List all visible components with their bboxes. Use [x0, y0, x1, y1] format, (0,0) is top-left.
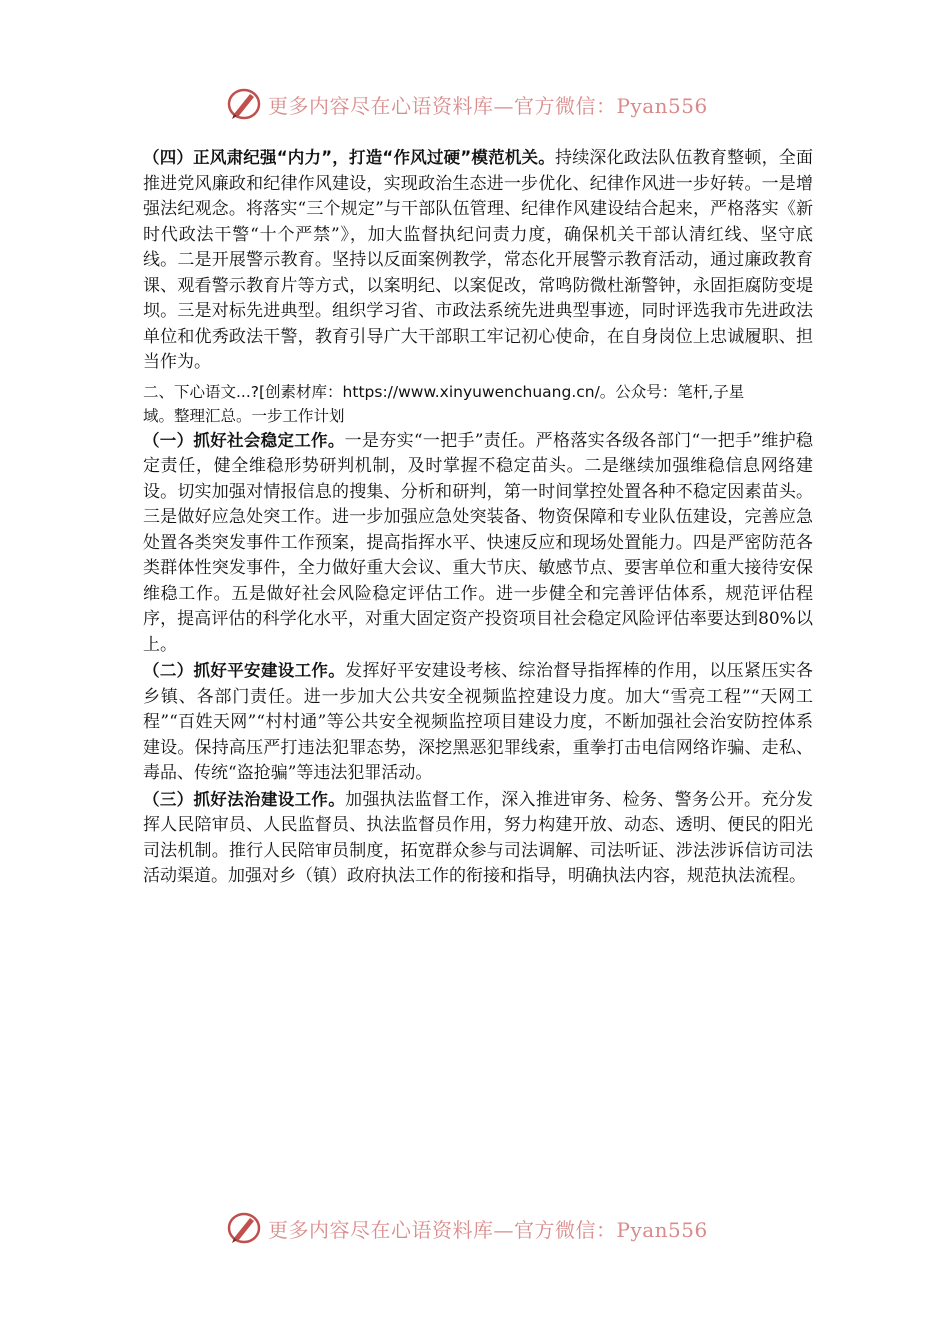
pen-logo-icon — [226, 1210, 262, 1246]
section-1-body: 一是夯实“一把手”责任。严格落实各级各部门“一把手”维护稳定责任，健全维稳形势研判机制，及时掌握不稳定苗头。二是继续加强维稳信息网络建设。切实加强对情报信息的搜集、分析和研判，第一时间掌控处置各种不稳定因素苗头。三是做好应急处突工作。进一步加强应急处突装备、物资保障和专业队伍建设，完善应急处置各类突发事件工作预案，提高指挥水平、快速反应和现场处置能力。四是严密防范各类群体性突发事件，全力做好重大会议、重大节庆、敏感节点、要害单位和重大接待安保维稳工作。五是做好社会风险稳定评估工作。进一步健全和完善评估体系，规范评估程序，提高评估的科学化水平，对重大固定资产投资项目社会稳定风险评估率要达到80%以上。 — [143, 430, 813, 655]
header-banner — [226, 84, 746, 124]
banner-text: 更多内容尽在心语资料库—官方微信：Pyan556 — [268, 1217, 708, 1242]
section-2-body: 发挥好平安建设考核、综治督导指挥棒的作用，以压紧压实各乡镇、各部门责任。进一步加大公共安全视频监控建设力度。加大“雪亮工程”“天网工程”“百姓天网”“村村通”等公共安全视频监控项目建设力度，不断加强社会治安防控体系建设。保持高压严打违法犯罪态势，深挖黑恶犯罪线索，重拳打击电信网络诈骗、走私、毒品、传统“盗抢骗”等违法犯罪活动。 — [143, 661, 814, 783]
section-1-heading: （一）抓好社会稳定工作。 — [143, 430, 345, 450]
part-2-heading-line1: 二、下心语文...?[创素材库：https://www.xinyuwenchuang.cn/。公众号：笔杆,子星 — [143, 382, 745, 401]
section-2-heading: （二）抓好平安建设工作。 — [143, 661, 346, 680]
section-3-heading: （三）抓好法治建设工作。 — [143, 789, 346, 809]
footer-banner — [226, 1208, 746, 1248]
paragraph-section-2 — [143, 658, 813, 787]
section-3-body: 加强执法监督工作，深入推进审务、检务、警务公开。充分发挥人民陪审员、人民监督员、执法监督员作用，努力构建开放、动态、透明、便民的阳光司法机制。推行人民陪审员制度，拓宽群众参与司法调解、司法听证、涉法涉诉信访司法活动渠道。加强对乡（镇）政府执法工作的衔接和指导，明确执法内容，规范执法流程。 — [143, 789, 814, 886]
part-2-heading-line2: 域。整理汇总。一步工作计划 — [143, 406, 345, 425]
section-4-body: 持续深化政法队伍教育整顿，全面推进党风廉政和纪律作风建设，实现政治生态进一步优化、纪律作风进一步好转。一是增强法纪观念。将落实“三个规定”与干部队伍管理、纪律作风建设结合起来，严格落实《新时代政法干警“十个严禁”》，加大监督执纪问责力度，确保机关干部认清红线、坚守底线。二是开展警示教育。坚持以反面案例教学，常态化开展警示教育活动，通过廉政教育课、观看警示教育片等方式，以案明纪、以案促改，常鸣防微杜渐警钟，永固拒腐防变堤坝。三是对标先进典型。组织学习省、市政法系统先进典型事迹，同时评选我市先进政法单位和优秀政法干警，教育引导广大干部职工牢记初心使命，在自身岗位上忠诚履职、担当作为。 — [143, 148, 813, 372]
paragraph-section-3 — [143, 787, 813, 890]
banner-text: 更多内容尽在心语资料库—官方微信：Pyan556 — [268, 93, 708, 118]
paragraph-section-4 — [143, 145, 813, 376]
paragraph-section-1 — [143, 428, 813, 659]
section-4-heading: （四）正风肃纪强“内力”，打造“作风过硬”模范机关。 — [143, 148, 555, 167]
document-body — [143, 145, 813, 890]
pen-logo-icon — [226, 86, 262, 122]
